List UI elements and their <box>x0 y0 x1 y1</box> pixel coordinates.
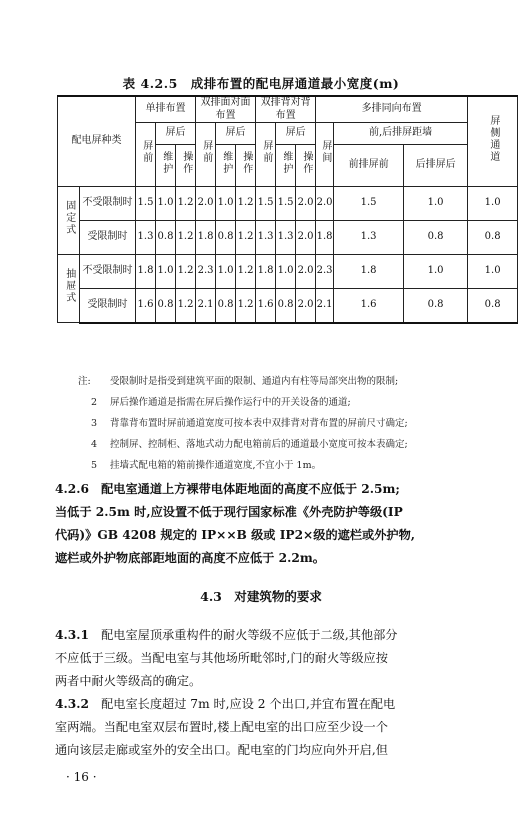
header-kind: 配电屏种类 <box>58 96 136 187</box>
table-cell: 1.0 <box>276 255 296 289</box>
table-cell: 2.3 <box>196 255 216 289</box>
clause-4-3-2: 4.3.2 配电室长度超过 7m 时,应设 2 个出口,并宜布置在配电 室两端。当配电室双层布置时,楼上配电室的出口应至少设一个 通向该层走廊或室外的安全出口。配电室的门均应向外开启,但 <box>55 697 396 757</box>
header-front: 屏前 <box>136 123 156 187</box>
note-item: 4 控制屏、控制柜、落地式动力配电箱前后的通道最小宽度可按本表确定; <box>90 439 408 450</box>
table-cell: 1.2 <box>176 221 196 255</box>
table-cell: 1.2 <box>236 255 256 289</box>
table-cell: 2.0 <box>296 289 316 323</box>
header-front: 屏前 <box>196 123 216 187</box>
row-sub-label: 受限制时 <box>80 221 136 255</box>
table-cell: 1.5 <box>276 187 296 221</box>
table-cell: 1.8 <box>256 255 276 289</box>
header-back: 屏后 <box>276 123 316 145</box>
table-cell: 1.2 <box>176 187 196 221</box>
table-cell: 2.3 <box>316 255 334 289</box>
table-cell: 1.2 <box>176 289 196 323</box>
table-cell: 1.5 <box>256 187 276 221</box>
table-cell: 1.2 <box>236 221 256 255</box>
header-operate: 操作 <box>236 145 256 187</box>
header-operate: 操作 <box>176 145 196 187</box>
table-cell: 0.8 <box>216 289 236 323</box>
table-cell: 1.2 <box>176 255 196 289</box>
table-title: 表 4.2.5 成排布置的配电屏通道最小宽度(m) <box>122 76 400 91</box>
table-cell: 0.8 <box>216 221 236 255</box>
header-double-back: 双排背对背布置 <box>256 96 316 123</box>
table-cell: 1.3 <box>276 221 296 255</box>
table-cell: 1.6 <box>334 289 404 323</box>
table-cell: 2.0 <box>296 187 316 221</box>
table-cell: 0.8 <box>468 221 518 255</box>
table-cell: 1.2 <box>236 289 256 323</box>
table-cell: 1.0 <box>404 255 468 289</box>
table-cell: 2.0 <box>316 187 334 221</box>
table-cell: 1.3 <box>136 221 156 255</box>
header-single: 单排布置 <box>136 96 196 123</box>
header-multi: 多排同向布置 <box>316 96 468 123</box>
note-item: 5 挂墙式配电箱的箱前操作通道宽度,不宜小于 1m。 <box>90 460 322 471</box>
table-cell: 1.0 <box>216 187 236 221</box>
table-cell: 0.8 <box>276 289 296 323</box>
header-front-row-front: 前排屏前 <box>334 145 404 187</box>
group-label-drawer: 抽屉式 <box>58 255 80 323</box>
clause-4-3-1: 4.3.1 配电室屋顶承重构件的耐火等级不应低于二级,其他部分 不应低于三级。当配电室与其他场所毗邻时,门的耐火等级应按 两者中耐火等级高的确定。 <box>55 628 398 688</box>
table-cell: 1.8 <box>136 255 156 289</box>
table-cell: 0.8 <box>404 221 468 255</box>
table-cell: 1.3 <box>334 221 404 255</box>
note-item: 注: 受限制时是指受到建筑平面的限制、通道内有柱等局部突出物的限制; <box>78 376 399 387</box>
row-sub-label: 不受限制时 <box>80 255 136 289</box>
header-operate: 操作 <box>296 145 316 187</box>
row-sub-label: 不受限制时 <box>80 187 136 221</box>
table-cell: 0.8 <box>156 289 176 323</box>
table-cell: 1.0 <box>156 255 176 289</box>
header-side: 屏侧通道 <box>468 96 518 187</box>
clause-number: 4.3.2 <box>55 697 89 711</box>
table-cell: 1.3 <box>256 221 276 255</box>
clause-number: 4.2.6 <box>55 482 89 496</box>
note-item: 3 背靠背布置时屏前通道宽度可按本表中双排背对背布置的屏前尺寸确定; <box>90 418 408 429</box>
table-cell: 1.5 <box>334 187 404 221</box>
header-double-face: 双排面对面布置 <box>196 96 256 123</box>
table-cell: 1.0 <box>468 187 518 221</box>
table-cell: 2.0 <box>296 255 316 289</box>
table-cell: 0.8 <box>156 221 176 255</box>
table-cell: 1.0 <box>404 187 468 221</box>
header-front: 屏前 <box>256 123 276 187</box>
table-cell: 1.8 <box>196 221 216 255</box>
table-cell: 0.8 <box>404 289 468 323</box>
header-back: 屏后 <box>156 123 196 145</box>
clause-4-2-6: 4.2.6 配电室通道上方裸带电体距地面的高度不应低于 2.5m; 当低于 2.5m 时,应设置不低于现行国家标准《外壳防护等级(IP 代码)》GB 4208 规定的 IP××B 级或 IP2×级的遮栏或外护物, 遮栏或外护物底部距地面的高度不应低于 2.2m。 <box>55 482 416 565</box>
table-cell: 2.1 <box>196 289 216 323</box>
header-back: 屏后 <box>216 123 256 145</box>
page-number: · 16 · <box>66 770 97 784</box>
table-notes <box>78 371 508 476</box>
table-cell: 2.0 <box>296 221 316 255</box>
table-cell: 1.0 <box>216 255 236 289</box>
header-front-back-dist: 前,后排屏距墙 <box>334 123 468 145</box>
table-cell: 1.8 <box>334 255 404 289</box>
header-maintain: 维护 <box>216 145 236 187</box>
group-label-fixed: 固定式 <box>58 187 80 255</box>
clearance-table <box>57 95 518 324</box>
table-cell: 1.2 <box>236 187 256 221</box>
header-back-row-back: 后排屏后 <box>404 145 468 187</box>
table-cell: 0.8 <box>468 289 518 323</box>
header-maintain: 维护 <box>156 145 176 187</box>
note-item: 2 屏后操作通道是指需在屏后操作运行中的开关设备的通道; <box>90 397 351 408</box>
table-cell: 1.8 <box>316 221 334 255</box>
table-cell: 2.1 <box>316 289 334 323</box>
section-heading: 4.3 对建筑物的要求 <box>200 589 322 604</box>
table-cell: 1.5 <box>136 187 156 221</box>
table-cell: 1.0 <box>468 255 518 289</box>
table-cell: 1.6 <box>136 289 156 323</box>
header-between: 屏间 <box>316 123 334 187</box>
table-cell: 1.0 <box>156 187 176 221</box>
header-maintain: 维护 <box>276 145 296 187</box>
clause-number: 4.3.1 <box>55 628 89 642</box>
row-sub-label: 受限制时 <box>80 289 136 323</box>
table-cell: 1.6 <box>256 289 276 323</box>
table-cell: 2.0 <box>196 187 216 221</box>
